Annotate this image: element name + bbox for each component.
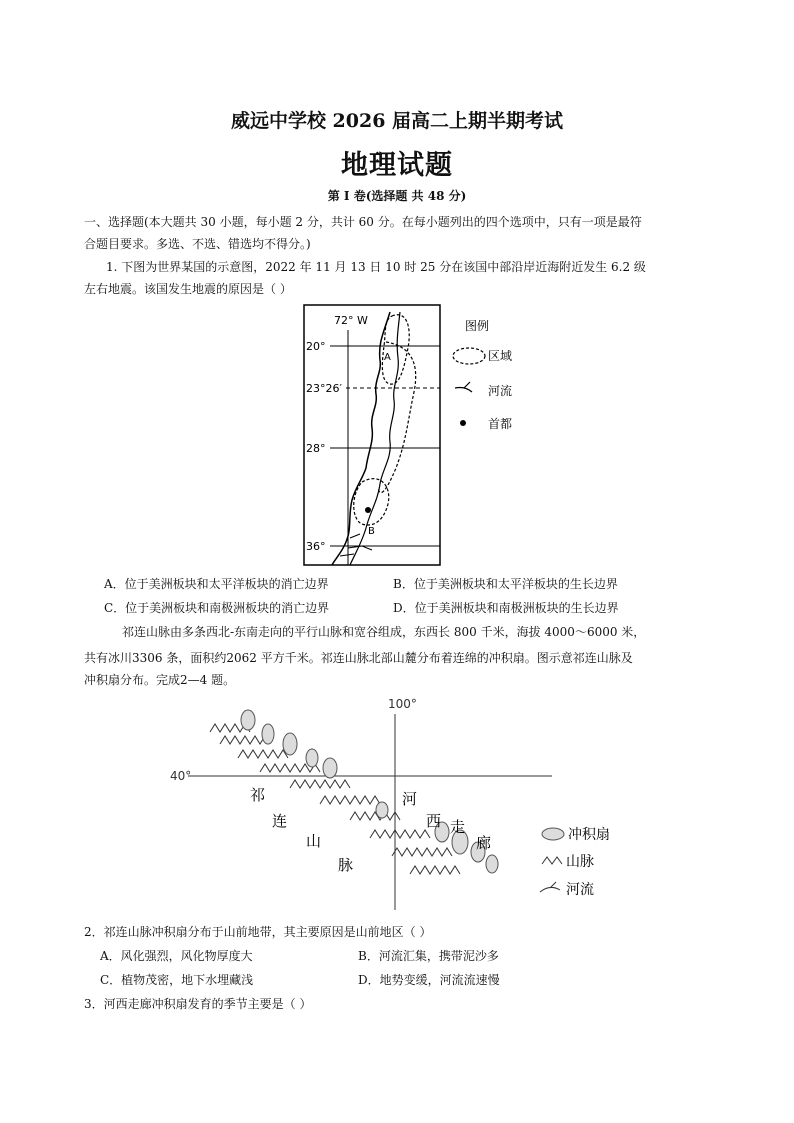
passage-line-3: 冲积扇分布。完成2—4 题。 <box>84 673 236 687</box>
legend-region-symbol <box>453 348 485 364</box>
qilian-map <box>160 692 630 917</box>
legend-mountain-label: 山脉 <box>566 854 594 870</box>
country-map <box>300 302 530 568</box>
qilian-char-1: 祁 <box>250 786 266 804</box>
alluvial-fans <box>241 710 498 873</box>
lon-label: 72° W <box>334 314 368 327</box>
q2-option-a: A．风化强烈，风化物厚度大 <box>100 949 253 963</box>
legend-river-symbol <box>455 382 472 392</box>
passage-line-2: 共有冰川3306 条，面积约2062 平方千米。祁连山脉北部山麓分布着连绵的冲积扇。图示意祁连山脉及 <box>84 651 633 665</box>
legend-region-label: 区域 <box>488 349 513 363</box>
lat-label-20: 20° <box>306 340 326 353</box>
qilian-char-4: 脉 <box>338 856 354 874</box>
q2-option-b: B．河流汇集，携带泥沙多 <box>358 949 499 963</box>
q1-stem-line-1: 1. 下图为世界某国的示意图，2022 年 11 月 13 日 10 时 25 分在该国中部沿岸近海附近发生 6.2 级 <box>106 260 646 274</box>
legend-title: 图例 <box>465 319 490 333</box>
legend-fan-label: 冲积扇 <box>568 827 610 843</box>
capital-dot <box>365 507 371 513</box>
school-title: 威远中学校 2026 届高二上期半期考试 <box>230 110 564 132</box>
q2-option-d: D．地势变缓，河流流速慢 <box>358 973 500 987</box>
q1-option-b: B．位于美洲板块和太平洋板块的生长边界 <box>393 577 618 591</box>
subject-title: 地理试题 <box>341 150 453 181</box>
q3-stem: 3．河西走廊冲积扇发育的季节主要是（ ） <box>84 997 312 1011</box>
instructions-line-2: 合题目要求。多选、不选、错选均不得分。) <box>84 237 311 251</box>
lat-40-label: 40° <box>170 769 192 783</box>
legend-capital-symbol <box>460 420 466 426</box>
q1-option-c: C．位于美洲板块和南极洲板块的消亡边界 <box>104 601 330 615</box>
eastern-border <box>350 312 400 565</box>
hexi-char-4: 廊 <box>476 834 492 852</box>
hexi-char-2: 西 <box>426 812 442 830</box>
qilian-char-3: 山 <box>306 832 322 850</box>
q1-stem-line-2: 左右地震。该国发生地震的原因是（ ） <box>84 282 292 296</box>
instructions-line-1: 一、选择题(本大题共 30 小题，每小题 2 分，共计 60 分。在每小题列出的四个选项中，只有一项是最符 <box>84 215 642 229</box>
legend-river-symbol <box>540 882 560 892</box>
lat-label-23: 23°26′ <box>306 382 342 395</box>
hexi-char-3: 走 <box>450 818 466 836</box>
q1-option-a: A．位于美洲板块和太平洋板块的消亡边界 <box>104 577 329 591</box>
legend-mountain-symbol <box>542 857 562 864</box>
hexi-char-1: 河 <box>402 790 418 808</box>
passage-line-1: 祁连山脉由多条西北-东南走向的平行山脉和宽谷组成，东西长 800 千米，海拔 4000～6000 米， <box>122 625 646 639</box>
q2-stem: 2．祁连山脉冲积扇分布于山前地带，其主要原因是山前地区（ ） <box>84 925 432 939</box>
point-b-label: B <box>368 526 375 537</box>
coastline <box>332 312 390 565</box>
section-title: 第 I 卷(选择题 共 48 分) <box>327 189 467 203</box>
q1-option-d: D．位于美洲板块和南极洲板块的生长边界 <box>393 601 619 615</box>
legend-fan-symbol <box>542 828 564 840</box>
legend-river-label-2: 河流 <box>566 882 594 898</box>
lon-100-label: 100° <box>388 697 417 711</box>
mountain-band <box>210 724 460 874</box>
legend-capital-label: 首都 <box>488 417 513 431</box>
lat-label-36: 36° <box>306 540 326 553</box>
qilian-char-2: 连 <box>272 812 288 830</box>
point-a-label: A <box>384 352 391 363</box>
region-b-outline <box>354 479 389 525</box>
q2-option-c: C．植物茂密，地下水埋藏浅 <box>100 973 254 987</box>
lat-label-28: 28° <box>306 442 326 455</box>
legend-river-label: 河流 <box>488 384 513 398</box>
